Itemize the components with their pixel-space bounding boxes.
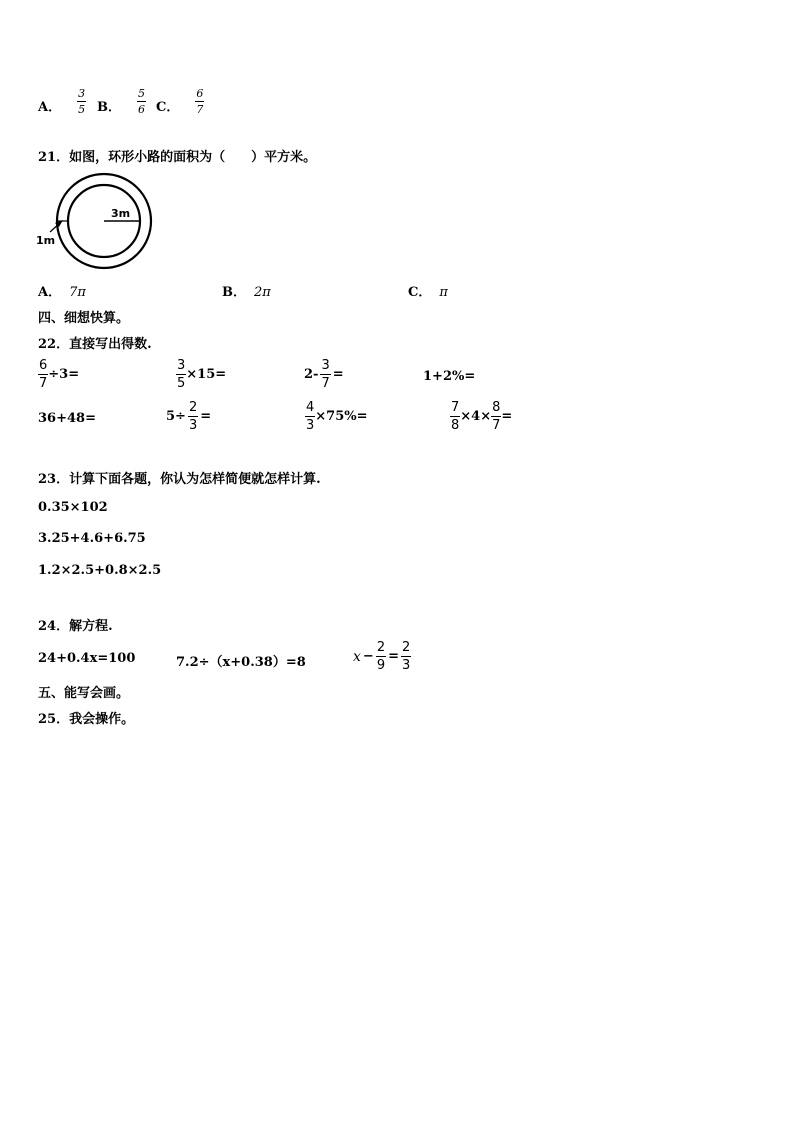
q24-equation-3: x − $\frac{2}{9}$ = $\frac{2}{3}$ (353, 640, 411, 673)
q22-r2-item-c: $\frac{4}{3}$ ×75%= (306, 400, 368, 433)
fraction: $\frac{2}{3}$ (188, 400, 198, 433)
fraction: $\frac{3}{5}$ (78, 87, 86, 116)
q24-title: 24．解方程. (38, 619, 113, 634)
fraction: $\frac{2}{3}$ (402, 640, 411, 673)
ring-path-figure (34, 170, 158, 276)
fraction: $\frac{2}{9}$ (376, 640, 386, 673)
q22-r2-item-a: 36+48= (38, 411, 96, 426)
q22-r1-item-a: $\frac{6}{7}$ ÷3= (39, 358, 80, 391)
q23-item-3: 1.2×2.5+0.8×2.5 (38, 563, 162, 578)
q22-r2-item-b: 5÷ $\frac{2}{3}$ = (166, 400, 212, 433)
inner-radius-label: 3m (111, 207, 131, 220)
option-letter: B． (97, 100, 121, 115)
q20-option-a (38, 88, 86, 115)
q22-r2-item-d: $\frac{7}{8}$ ×4× $\frac{8}{7}$ = (451, 400, 513, 433)
q20-option-b (97, 88, 146, 115)
option-letter: C． (156, 100, 180, 115)
q20-option-c (156, 88, 204, 115)
fraction: $\frac{6}{7}$ (39, 358, 48, 391)
fraction: $\frac{5}{6}$ (138, 87, 145, 116)
q24-equation-1: 24+0.4x=100 (38, 651, 136, 666)
q22-r1-item-b: $\frac{3}{5}$ ×15= (177, 358, 227, 391)
q22-r1-item-d: 1+2%= (423, 369, 476, 384)
section-5-heading: 五、能写会画。 (38, 686, 130, 701)
q23-title: 23．计算下面各题，你认为怎样简便就怎样计算. (38, 472, 321, 487)
fraction: $\frac{6}{7}$ (196, 87, 204, 116)
q21-option-b: B． 2π (222, 285, 271, 300)
q25-question: 25．我会操作。 (38, 712, 135, 727)
fraction: $\frac{8}{7}$ (492, 400, 501, 433)
q22-r1-item-c: 2- $\frac{3}{7}$ = (304, 358, 344, 391)
fraction: $\frac{3}{7}$ (321, 358, 330, 391)
option-letter: A． (38, 100, 62, 115)
q24-equation-2: 7.2÷（x+0.38）=8 (176, 655, 306, 670)
fraction: $\frac{7}{8}$ (451, 400, 460, 433)
fraction: $\frac{4}{3}$ (306, 400, 315, 433)
q21-option-a: A． 7π (38, 285, 86, 300)
section-4-heading: 四、细想快算。 (38, 311, 130, 326)
q23-item-1: 0.35×102 (38, 500, 108, 515)
q22-title: 22．直接写出得数. (38, 337, 152, 352)
q21-option-c: C． π (408, 285, 448, 300)
q23-item-2: 3.25+4.6+6.75 (38, 531, 146, 546)
q21-question: 21．如图，环形小路的面积为（ ）平方米。 (38, 150, 317, 165)
width-label: 1m (36, 234, 56, 247)
fraction: $\frac{3}{5}$ (177, 358, 186, 391)
